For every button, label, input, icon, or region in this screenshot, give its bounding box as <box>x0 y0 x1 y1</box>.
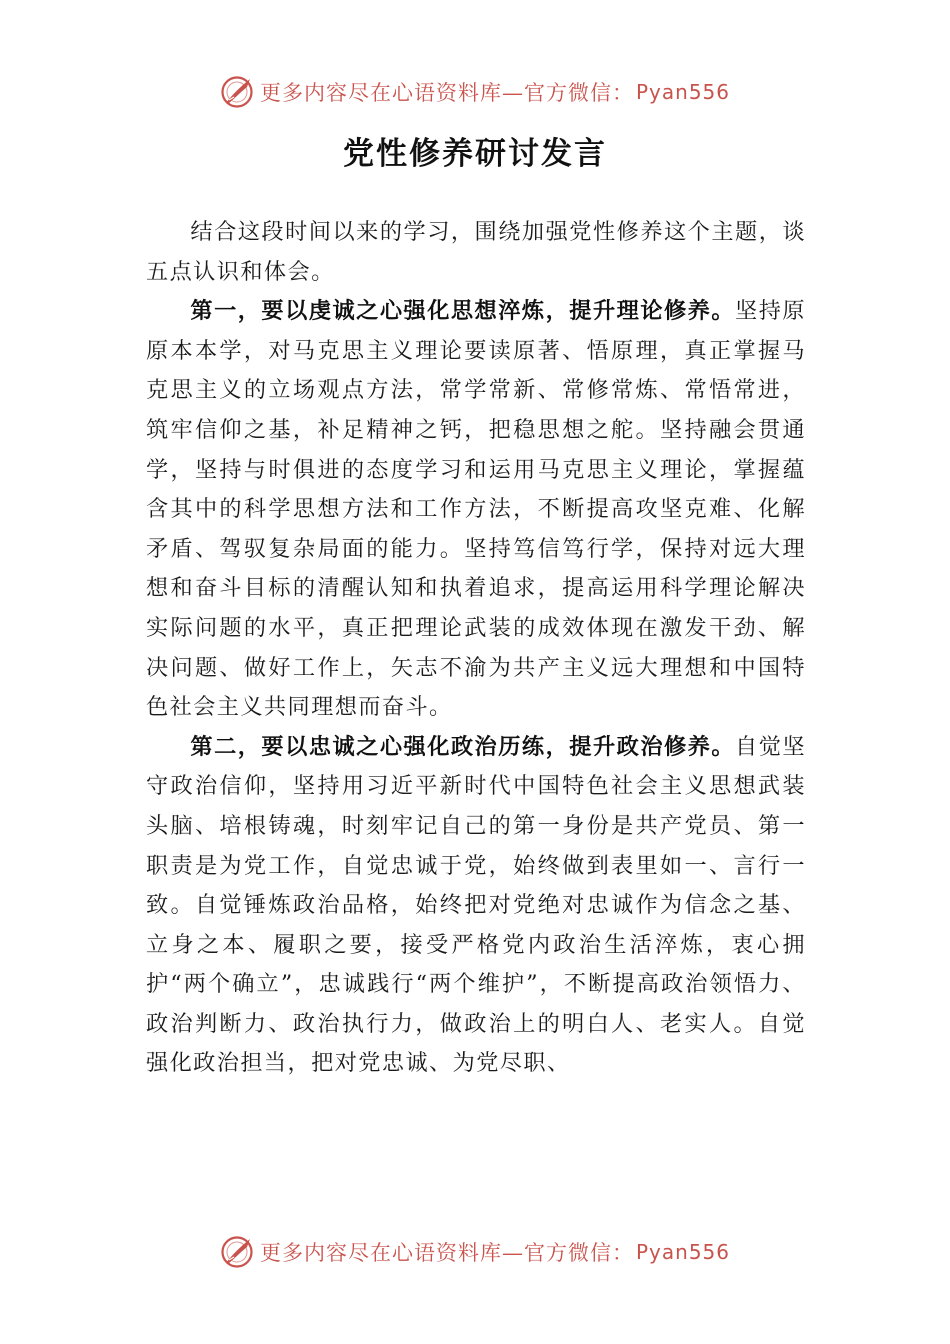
paragraph-lead-heading: 第一，要以虔诚之心强化思想淬炼，提升理论修养。 <box>190 298 736 325</box>
red-quill-seal-icon <box>220 1235 254 1269</box>
paragraph-second-point <box>146 728 806 1084</box>
document-body <box>146 213 806 1084</box>
watermark-text: 更多内容尽在心语资料库—官方微信： <box>259 81 634 105</box>
paragraph-lead-heading: 第二，要以忠诚之心强化政治历练，提升政治修养。 <box>190 733 736 760</box>
paragraph-text: 结合这段时间以来的学习，围绕加强党性修养这个主题，谈五点认识和体会。 <box>146 219 806 285</box>
paragraph-text: 坚持原原本本学，对马克思主义理论要读原著、悟原理，真正掌握马克思主义的立场观点方法，常学常新、常修常炼、常悟常进，筑牢信仰之基，补足精神之钙，把稳思想之舵。坚持融会贯通学，坚持与时俱进的态度学习和运用马克思主义理论，掌握蕴含其中的科学思想方法和工作方法，不断提高攻坚克难、化解矛盾、驾驭复杂局面的能力。坚持笃信笃行学，保持对远大理想和奋斗目标的清醒认知和执着追求，提高运用科学理论解决实际问题的水平，真正把理论武装的成效体现在激发干劲、解决问题、做好工作上，矢志不渝为共产主义远大理想和中国特色社会主义共同理想而奋斗。 <box>146 298 806 721</box>
paragraph-text: 自觉坚守政治信仰，坚持用习近平新时代中国特色社会主义思想武装头脑、培根铸魂，时刻牢记自己的第一身份是共产党员、第一职责是为党工作，自觉忠诚于党，始终做到表里如一、言行一致。自觉锤炼政治品格，始终把对党绝对忠诚作为信念之基、立身之本、履职之要，接受严格党内政治生活淬炼，衷心拥护“两个确立”，忠诚践行“两个维护”，不断提高政治领悟力、政治判断力、政治执行力，做政治上的明白人、老实人。自觉强化政治担当，把对党忠诚、为党尽职、 <box>146 733 806 1077</box>
paragraph-first-point <box>146 292 806 728</box>
paragraph-intro <box>146 213 806 292</box>
page-title: 党性修养研讨发言 <box>343 136 607 172</box>
watermark-text: 更多内容尽在心语资料库—官方微信： <box>259 1241 634 1265</box>
red-quill-seal-icon <box>220 75 254 109</box>
watermark-header <box>0 70 950 114</box>
watermark-wechat-id: Pyan556 <box>635 80 730 104</box>
watermark-wechat-id: Pyan556 <box>635 1240 730 1264</box>
watermark-footer <box>0 1230 950 1274</box>
